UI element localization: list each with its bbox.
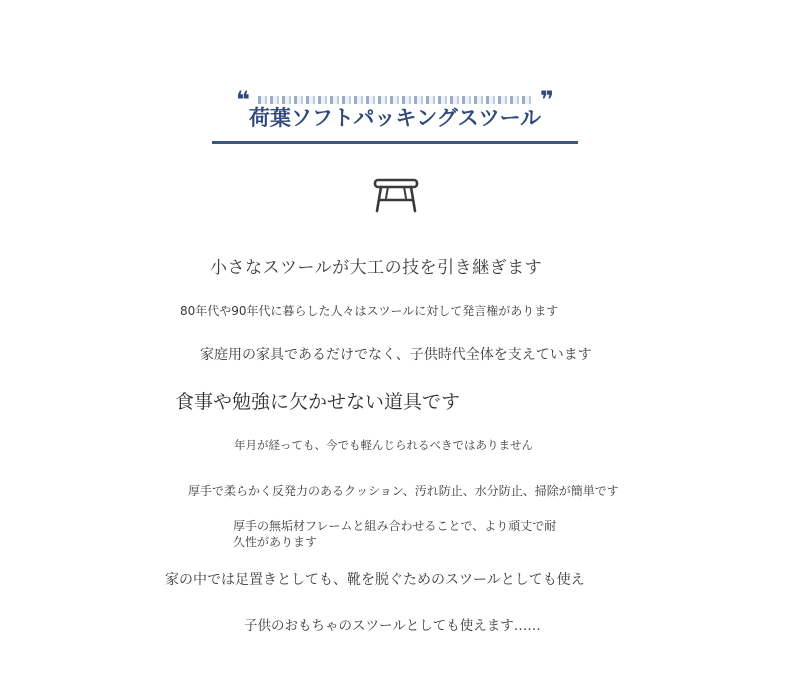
decorative-band	[258, 96, 532, 104]
description-line: 80年代や90年代に暮らした人々はスツールに対して発言権があります	[180, 304, 559, 318]
description-line: 子供のおもちゃのスツールとしても使えます……	[244, 618, 541, 634]
emphasis-text: 食事や勉強に欠かせない道具です	[175, 391, 461, 413]
page-title: 荷葉ソフトパッキングスツール	[248, 106, 542, 130]
description-line: 年月が経っても、今でも軽んじられるべきではありません	[234, 438, 533, 452]
description-paragraph	[233, 518, 563, 550]
description-line: 厚手の無垢材フレームと組み合わせることで、より頑丈で耐	[233, 519, 557, 533]
close-quote-icon: ❞	[539, 86, 554, 114]
title-underline	[212, 141, 578, 144]
stool-icon	[372, 176, 420, 216]
description-line: 久性があります	[233, 535, 318, 549]
description-line: 家庭用の家具であるだけでなく、子供時代全体を支えています	[200, 347, 592, 363]
open-quote-icon: ❝	[236, 86, 251, 114]
description-line: 厚手で柔らかく反発力のあるクッション、汚れ防止、水分防止、掃除が簡単です	[188, 484, 619, 498]
description-line: 家の中では足置きとしても、靴を脱ぐためのスツールとしても使え	[165, 572, 585, 588]
headline-text: 小さなスツールが大工の技を引き継ぎます	[210, 258, 543, 278]
